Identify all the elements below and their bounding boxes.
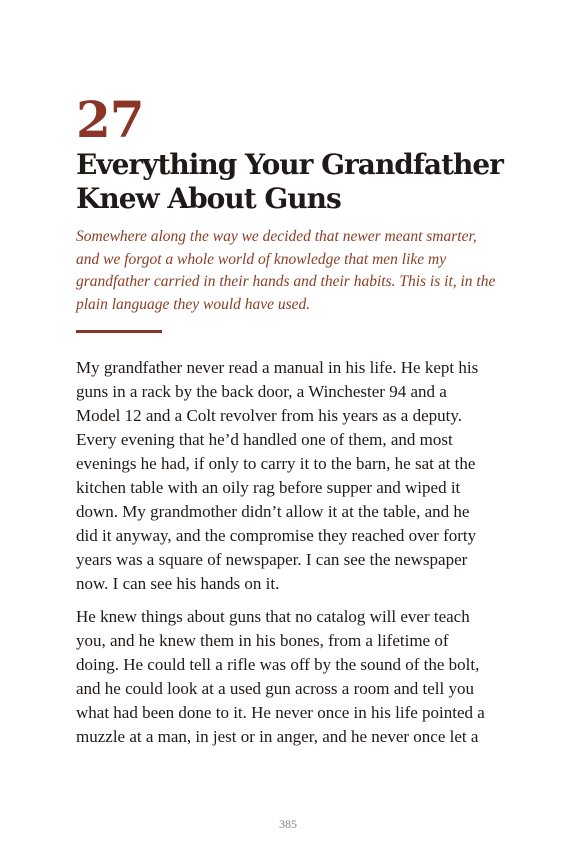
body-line: did it anyway, and the compromise they reached over forty bbox=[76, 526, 477, 545]
chapter-body bbox=[76, 356, 506, 758]
body-line: years was a square of newspaper. I can see the newspaper bbox=[76, 550, 468, 569]
body-paragraph bbox=[76, 605, 506, 749]
page-number: 385 bbox=[279, 817, 297, 831]
chapter-number: 27 bbox=[76, 90, 144, 149]
epigraph-line: and we forgot a whole world of knowledge that men like my bbox=[76, 250, 447, 268]
body-line: evenings he had, if only to carry it to the barn, he sat at the bbox=[76, 454, 476, 473]
body-line: My grandfather never read a manual in his life. He kept his bbox=[76, 358, 479, 377]
body-line: and he could look at a used gun across a room and tell you bbox=[76, 679, 474, 698]
body-line: guns in a rack by the back door, a Winchester 94 and a bbox=[76, 382, 447, 401]
chapter-title bbox=[76, 148, 516, 216]
body-paragraph bbox=[76, 356, 506, 596]
body-line: doing. He could tell a rifle was off by the sound of the bolt, bbox=[76, 655, 480, 674]
epigraph-line: grandfather carried in their hands and their habits. This is it, in the bbox=[76, 273, 496, 290]
body-line: Every evening that he’d handled one of them, and most bbox=[76, 430, 453, 449]
body-line: down. My grandmother didn’t allow it at the table, and he bbox=[76, 502, 470, 521]
chapter-epigraph bbox=[76, 226, 506, 316]
body-line: muzzle at a man, in jest or in anger, and he never once let a bbox=[76, 727, 479, 746]
body-line: Model 12 and a Colt revolver from his years as a deputy. bbox=[76, 406, 463, 425]
body-line: now. I can see his hands on it. bbox=[76, 574, 280, 593]
chapter-title-line: Knew About Guns bbox=[76, 182, 341, 215]
chapter-title-line: Everything Your Grandfather bbox=[76, 148, 503, 181]
body-line: kitchen table with an oily rag before supper and wiped it bbox=[76, 478, 461, 497]
epigraph-line: Somewhere along the way we decided that newer meant smarter, bbox=[76, 228, 477, 245]
section-divider bbox=[76, 330, 162, 333]
epigraph-line: plain language they would have used. bbox=[76, 295, 311, 313]
body-line: He knew things about guns that no catalog will ever teach bbox=[76, 607, 470, 626]
body-line: what had been done to it. He never once in his life pointed a bbox=[76, 703, 485, 722]
body-line: you, and he knew them in his bones, from a lifetime of bbox=[76, 631, 449, 650]
